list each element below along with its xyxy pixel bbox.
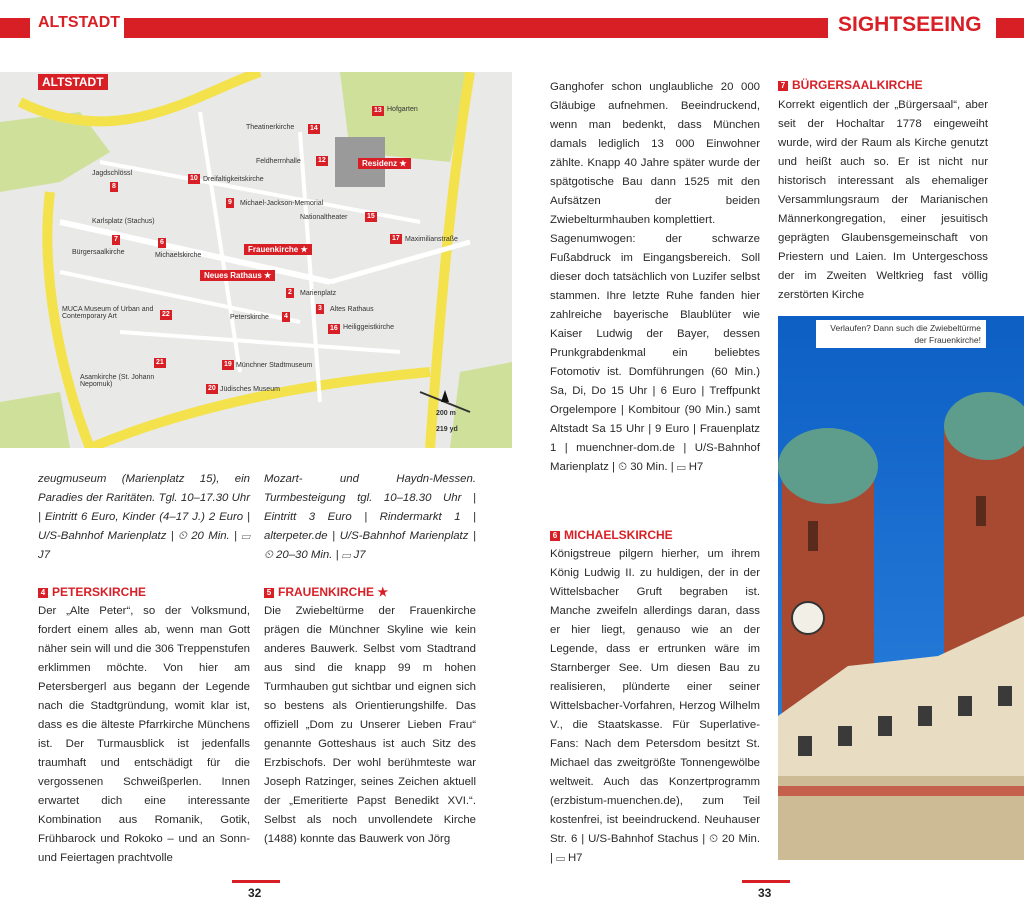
map-label: Hofgarten (387, 106, 418, 113)
page-number-right: 33 (758, 886, 772, 900)
map-marker-7[interactable]: 7 (114, 236, 118, 243)
map-label: Michael-Jackson-Memorial (240, 200, 324, 207)
map-label: Theatinerkirche (246, 124, 295, 131)
paragraph: Mozart- und Haydn-Messen. Turmbesteigung tgl. 10–18.30 Uhr | Eintritt 3 Euro | Rindermarkt 1 | alterpeter.de | U/S-Bahnhof Marienplatz | ⏲ 20–30 Min. | ▭ J7 (264, 473, 476, 561)
paragraph: Königstreue pilgern hierher, um ihrem König Ludwig II. zu huldigen, der in der Wittelsbacher Gruft begraben ist. Manche zweifeln allerdings daran, dass er hier liegt, genauso wie an der Legende, dass er ertrunken wäre im Starnberger See. Um diesen Bau zu realisieren, plünderte einer seiner Wittelsbacher-Vorfahren, Herzog Wilhelm V., die Staatskasse. Für Superlative-Fans: Nach dem Petersdom besitzt St. Michael das zweitgrößte Tonnengewölbe weltweit. Auch das Konzertprogramm (erzbistum-muenchen.de), zum Teil kostenfrei, ist beeindruckend. Neuhauser Str. 6 | U/S-Bahnhof Stachus | ⏲ 20 Min. | ▭ H7 (550, 548, 760, 864)
left-column-2 (264, 470, 476, 565)
section-heading-buergersaalkirche (778, 78, 923, 92)
map-label: Bürgersaalkirche (72, 249, 125, 256)
map-marker-8[interactable]: 8 (112, 183, 116, 190)
section-number: 4 (38, 588, 48, 598)
map-marker-13[interactable]: 13 (374, 107, 382, 114)
map-label-karlsplatz: Karlsplatz (Stachus) (92, 218, 155, 225)
map-label: Jüdisches Museum (220, 386, 280, 393)
paragraph: Ganghofer schon unglaubliche 20 000 Gläubige aufnehmen. Beeindruckend, wenn man bedenkt, dass München damals lediglich 13 000 Einwohner zählte. Knapp 40 Jahre später wurde der spätgotische Bau dann 1525 mit den Aufsätzen der beiden Zwiebelturmhauben komplettiert. (550, 81, 760, 226)
map-title: ALTSTADT (38, 74, 108, 90)
altstadt-map (0, 72, 512, 448)
map-marker-9[interactable]: 9 (228, 199, 232, 206)
map-label: Feldherrnhalle (256, 158, 301, 165)
photo-caption: Verlaufen? Dann such die Zwiebeltürme der Frauenkirche! (816, 320, 986, 348)
header-bar-left (0, 18, 30, 38)
map-marker-3[interactable]: 3 (318, 305, 322, 312)
section-heading-michaelskirche (550, 528, 673, 542)
map-marker-22[interactable]: 22 (162, 311, 170, 318)
map-marker-6[interactable]: 6 (160, 239, 164, 246)
map-marker-residenz[interactable]: Residenz ★ (358, 158, 411, 169)
map-marker-21[interactable]: 21 (156, 359, 164, 366)
section-title: BÜRGERSAALKIRCHE (792, 78, 923, 92)
section-title: PETERSKIRCHE (52, 585, 147, 599)
left-column-1-body (38, 602, 250, 868)
map-marker-10[interactable]: 10 (190, 175, 198, 182)
map-marker-12[interactable]: 12 (318, 157, 326, 164)
section-number: 6 (550, 531, 560, 541)
map-marker-neues-rathaus[interactable]: Neues Rathaus ★ (200, 270, 275, 281)
paragraph: zeugmuseum (Marienplatz 15), ein Paradies der Raritäten. Tgl. 10–17.30 Uhr | Eintritt 6 Euro, Kinder (4–17 J.) 2 Euro | U/S-Bahnhof Marienplatz | ⏲ 20 Min. | ▭ J7 (38, 473, 250, 561)
map-marker-4[interactable]: 4 (284, 313, 288, 320)
map-label: MUCA Museum of Urban and Contemporary Art (62, 306, 154, 320)
paragraph: Der „Alte Peter“, so der Volksmund, fordert einem alles ab, wenn man Gott näher sein will und die 306 Treppenstufen erklimmen möchte. Von hier am Petersbergerl aus begann der Legende nach die Stadtgründung, womit klar ist, dass es die älteste Pfarrkirche Münchens ist. Der Turmausblick ist jedenfalls traumhaft und entschädigt für die vergossenen Schweißperlen. Innen erwartet dich eine interessante Kombination aus Romanik, Gotik, Frühbarock und Rokoko – und an Sonn- und Feiertagen prachtvolle (38, 605, 250, 864)
map-label: Marienplatz (300, 290, 337, 297)
map-marker-15[interactable]: 15 (367, 213, 375, 220)
map-label: Nationaltheater (300, 214, 348, 221)
map-label: Münchner Stadtmuseum (236, 362, 313, 369)
map-label: Heiliggeistkirche (343, 324, 394, 331)
map-label: Jagdschlössl (92, 170, 133, 177)
map-marker-16[interactable]: 16 (330, 325, 338, 332)
paragraph: Korrekt eigentlich der „Bürgersaal“, aber seit der Hochaltar 1778 eingeweiht wurde, wird der Raum als Kirche genutzt und heißt auch so. Er ist nicht nur historisch interessant als ehemaliger Versammlungsraum der Marianischen Männerkongregation, einer jesuitisch geprägten Glaubensgemeinschaft von Priestern und Laien. Im Untergeschoss der im Zweiten Weltkrieg fast völlig zerstörten Kirche (778, 99, 988, 301)
header-bar-right (996, 18, 1024, 38)
right-column-1-body (550, 545, 760, 868)
map-marker-14[interactable]: 14 (310, 125, 318, 132)
scale-meters: 200 m (436, 410, 456, 417)
map-marker-2[interactable]: 2 (288, 289, 292, 296)
header-right-title: SIGHTSEEING (838, 13, 982, 36)
map-label: Maximilianstraße (405, 236, 458, 243)
map-marker-19[interactable]: 19 (224, 361, 232, 368)
section-heading-frauenkirche (264, 585, 388, 599)
right-column-2 (778, 96, 988, 305)
map-marker-17[interactable]: 17 (392, 235, 400, 242)
left-column-2-body (264, 602, 476, 849)
left-column-1 (38, 470, 250, 565)
map-label: Peterskirche (230, 314, 269, 321)
section-title: MICHAELSKIRCHE (564, 528, 673, 542)
header-left-title: ALTSTADT (38, 14, 121, 31)
map-label: Michaelskirche (155, 252, 202, 259)
map-label: Dreifaltigkeitskirche (203, 176, 264, 183)
section-number: 7 (778, 81, 788, 91)
page-line-right (742, 880, 790, 883)
paragraph: Die Zwiebeltürme der Frauenkirche prägen die Münchner Skyline wie kein anderes Bauwerk. Selbst vom Stadtrand aus sind die knapp 99 m hohen Turmhauben gut sichtbar und eignen sich so bestens als Orientierungshilfe. Das offiziell „Dom zu Unserer Lieben Frau“ genannte Gotteshaus ist auch Sitz des Erzbischofs. Der wohl berühmteste war Joseph Ratzinger, seines Zeichen aktuell der „Emeritierte Papst Benedikt XVI.“. Selbst als noch unvollendete Kirche (1488) konnte das Bauwerk von Jörg (264, 605, 476, 845)
right-column-1 (550, 78, 760, 477)
frauenkirche-photo (778, 316, 1024, 860)
paragraph: Sagenumwogen: der schwarze Fußabdruck im Eingangsbereich. Soll dieser doch tatsächlich von Luzifer selbst stammen. Ihre letzte Ruhe fanden hier zahlreiche bayerische Blaublüter wie Kaiser Ludwig der Bayer, dessen Prunkgrabdenkmal ein beliebtes Fotomotiv ist. Domführungen (60 Min.) Sa, Di, Do 15 Uhr | 6 Euro | Treffpunkt Orgelempore | Kombitour (90 Min.) samt Altstadt Sa 15 Uhr | 9 Euro | Frauenplatz 1 | muenchner-dom.de | U/S-Bahnhof Marienplatz | ⏲ 30 Min. | ▭ H7 (550, 233, 760, 473)
header-bar-middle (124, 18, 828, 38)
page-number-left: 32 (248, 886, 262, 900)
section-number: 5 (264, 588, 274, 598)
map-marker-20[interactable]: 20 (208, 385, 216, 392)
map-label: Altes Rathaus (330, 306, 374, 313)
section-heading-peterskirche (38, 585, 146, 599)
section-title: FRAUENKIRCHE ★ (278, 585, 389, 599)
page-line-left (232, 880, 280, 883)
map-marker-frauenkirche[interactable]: Frauenkirche ★ (244, 244, 312, 255)
scale-yards: 219 yd (436, 426, 458, 433)
frauenkirche-illustration (778, 316, 1024, 860)
map-label: Asamkirche (St. Johann Nepomuk) (80, 374, 155, 388)
